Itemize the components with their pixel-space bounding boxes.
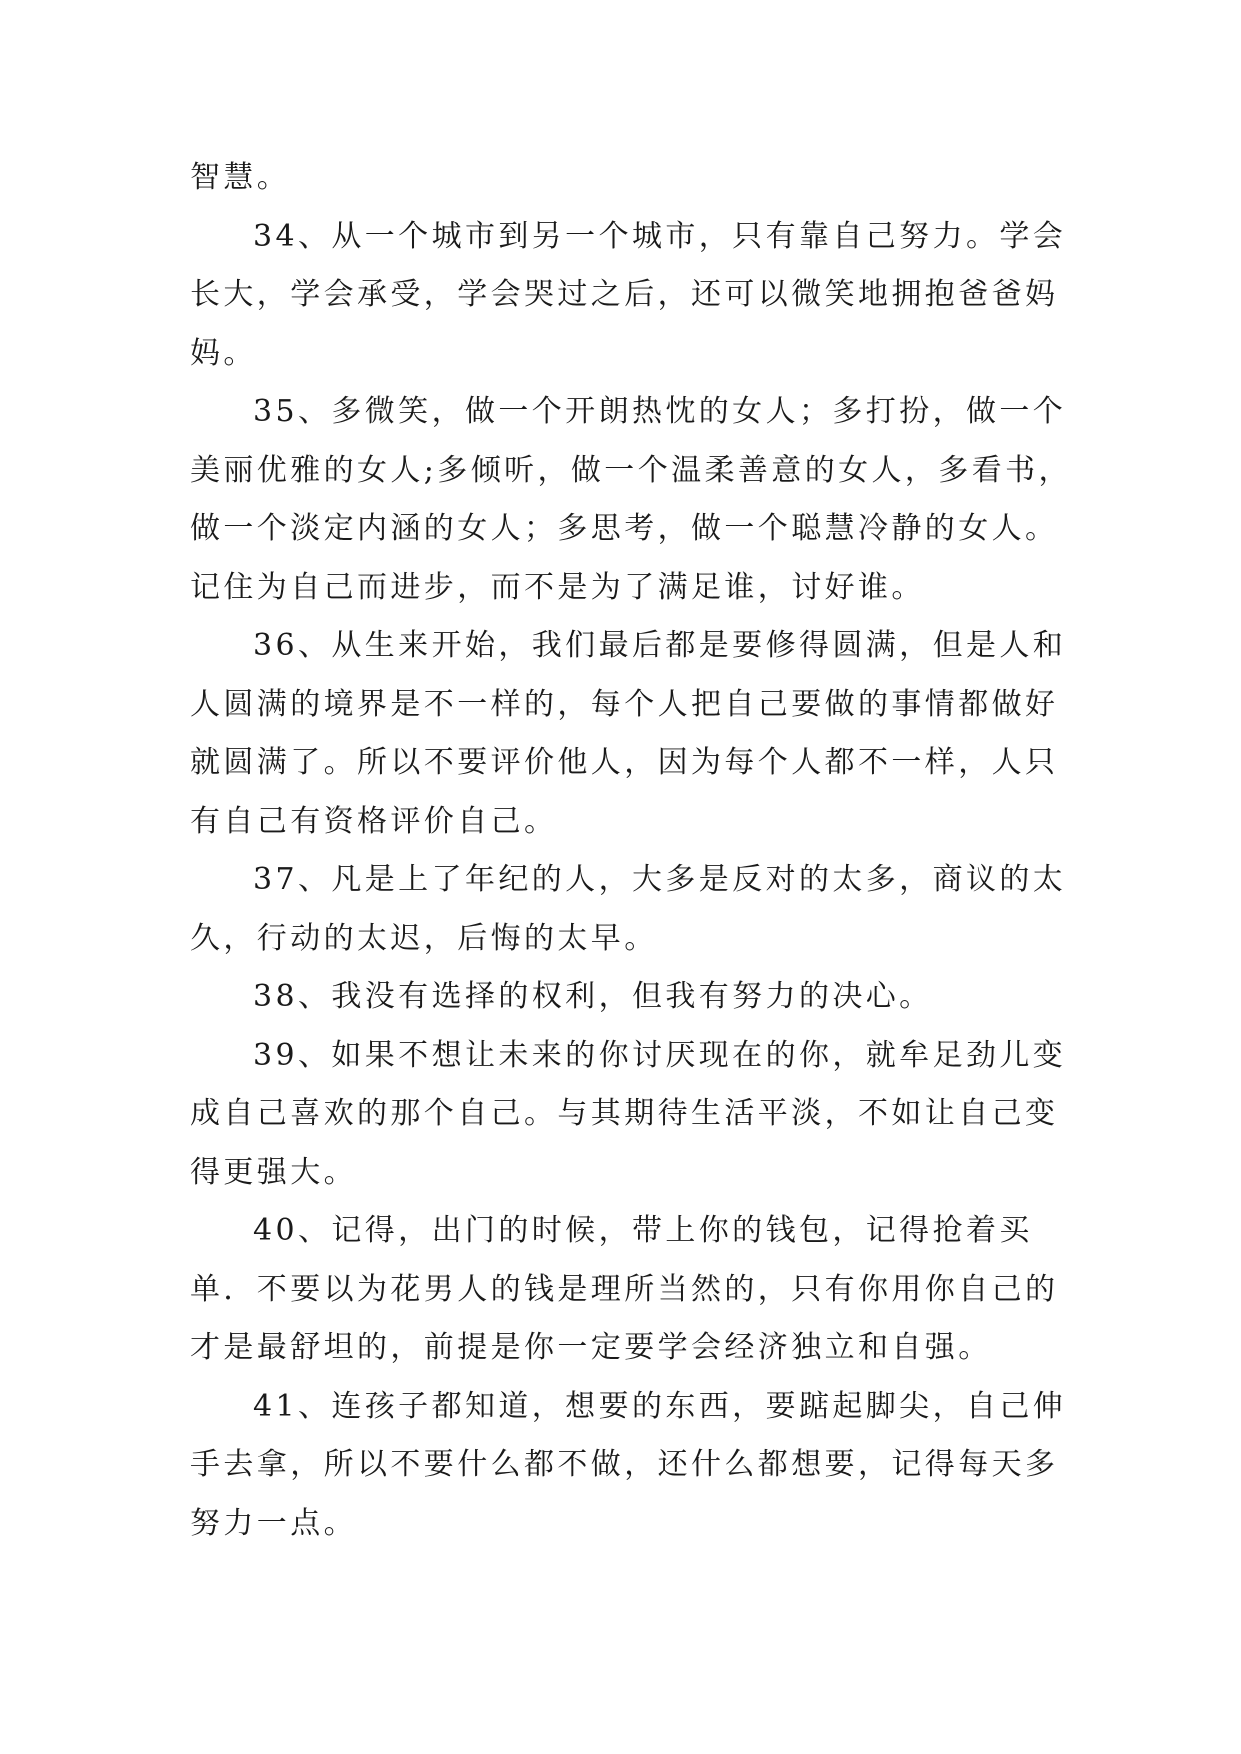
text-line: 美丽优雅的女人;多倾听，做一个温柔善意的女人，多看书， <box>190 452 1072 488</box>
paragraph-34 <box>190 208 1067 384</box>
paragraph-39 <box>190 1027 1067 1203</box>
text-line: 人圆满的境界是不一样的，每个人把自己要做的事情都做好 <box>190 686 1059 722</box>
paragraph-37 <box>190 851 1067 968</box>
text-line: 就圆满了。所以不要评价他人，因为每个人都不一样，人只 <box>190 745 1059 780</box>
paragraph-36 <box>190 617 1067 851</box>
paragraph-continuation <box>190 149 1060 208</box>
text-line: 长大，学会承受，学会哭过之后，还可以微笑地拥抱爸爸妈 <box>190 277 1059 312</box>
text-line: 得更强大。 <box>190 1154 357 1190</box>
text-line: 40、记得，出门的时候，带上你的钱包，记得抢着买 <box>253 1213 1033 1248</box>
text-line: 才是最舒坦的，前提是你一定要学会经济独立和自强。 <box>190 1330 992 1365</box>
document-body <box>190 149 1072 1553</box>
text-line: 有自己有资格评价自己。 <box>190 803 558 839</box>
paragraph-41 <box>190 1378 1067 1554</box>
text-line: 35、多微笑，做一个开朗热忱的女人；多打扮，做一个 <box>253 394 1067 429</box>
paragraph-40 <box>190 1202 1060 1378</box>
text-line: 努力一点。 <box>190 1505 357 1541</box>
text-line: 智慧。 <box>190 160 291 195</box>
text-line: 39、如果不想让未来的你讨厌现在的你，就牟足劲儿变 <box>253 1037 1067 1073</box>
text-line: 41、连孩子都知道，想要的东西，要踮起脚尖，自己伸 <box>253 1388 1067 1424</box>
text-line: 38、我没有选择的权利，但我有努力的决心。 <box>253 979 933 1014</box>
paragraph-38 <box>190 968 1060 1027</box>
text-line: 记住为自己而进步，而不是为了满足谁，讨好谁。 <box>190 569 925 605</box>
text-line: 36、从生来开始，我们最后都是要修得圆满，但是人和 <box>253 628 1067 663</box>
text-line: 单．不要以为花男人的钱是理所当然的，只有你用你自己的 <box>190 1271 1059 1307</box>
text-line: 手去拿，所以不要什么都不做，还什么都想要，记得每天多 <box>190 1447 1059 1482</box>
text-line: 久，行动的太迟，后悔的太早。 <box>190 920 658 956</box>
text-line: 34、从一个城市到另一个城市，只有靠自己努力。学会 <box>253 218 1067 254</box>
text-line: 成自己喜欢的那个自己。与其期待生活平淡，不如让自己变 <box>190 1096 1059 1131</box>
text-line: 做一个淡定内涵的女人；多思考，做一个聪慧冷静的女人。 <box>190 511 1059 546</box>
paragraph-35 <box>190 383 1072 617</box>
text-line: 37、凡是上了年纪的人，大多是反对的太多，商议的太 <box>253 862 1067 897</box>
text-line: 妈。 <box>190 335 257 371</box>
